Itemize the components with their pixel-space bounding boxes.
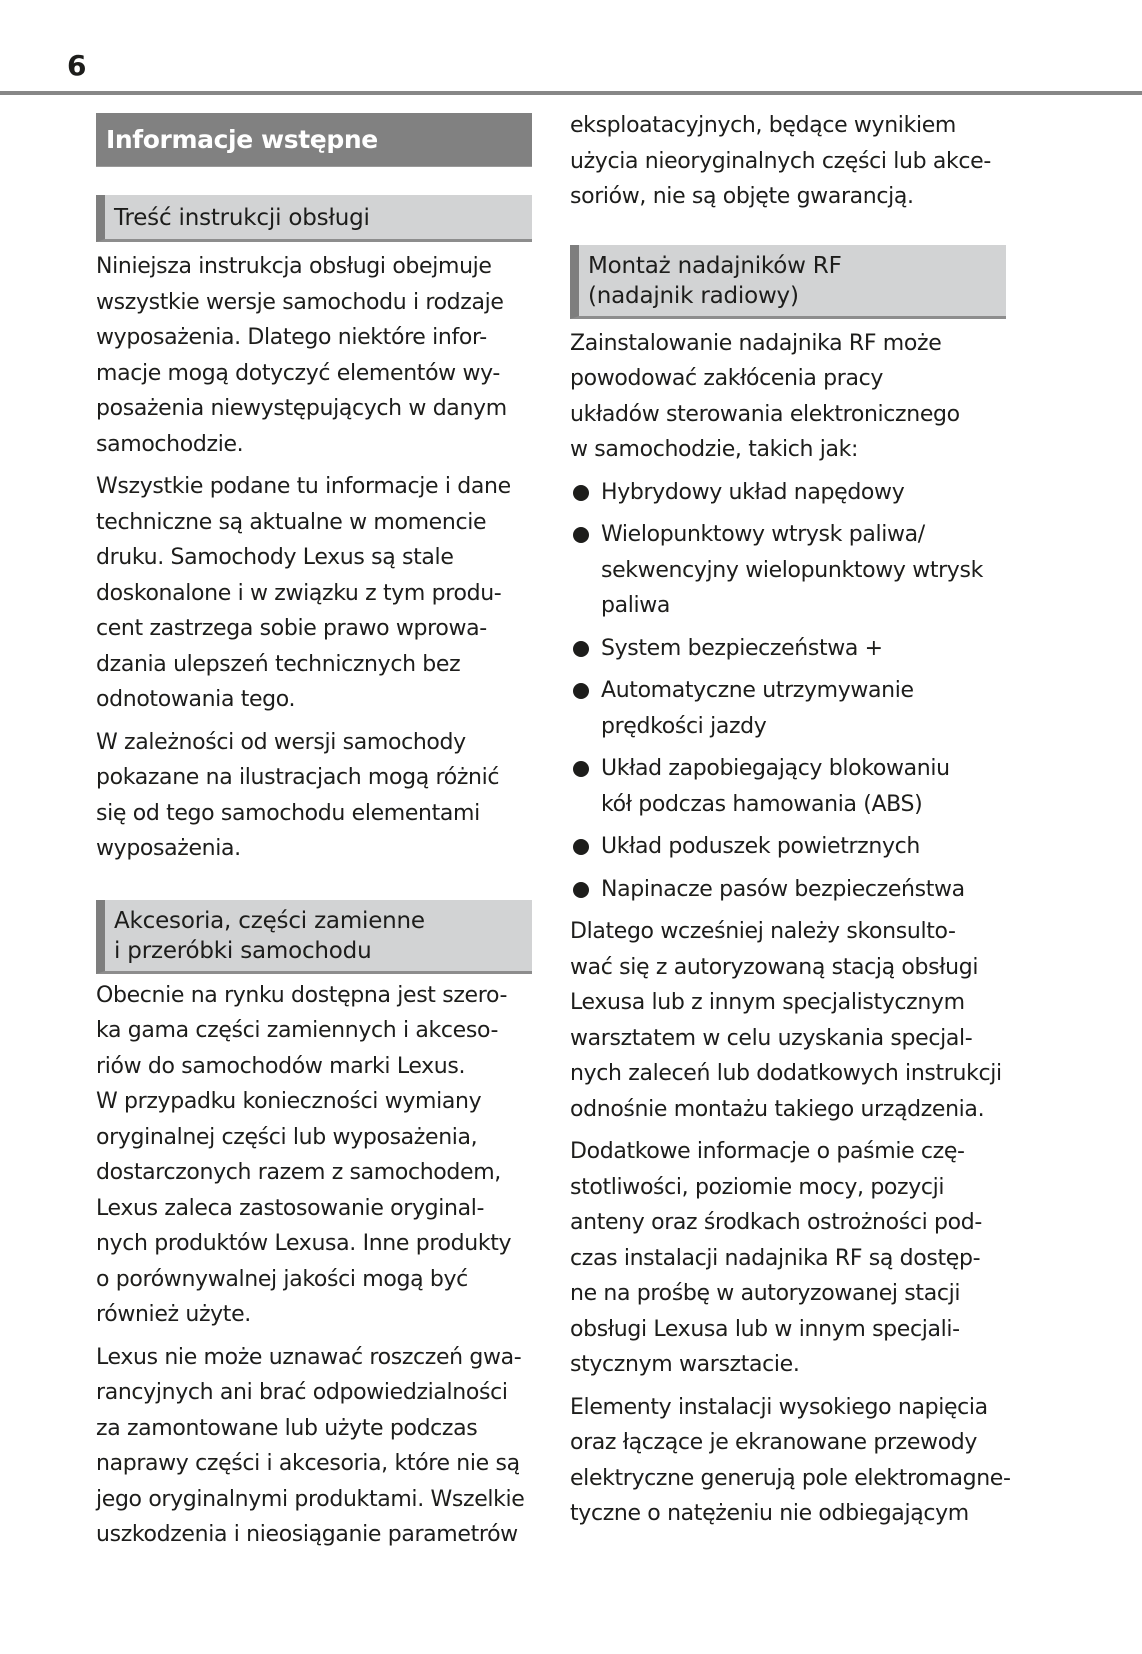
text-line: wyposażenia. Dlatego niektóre infor-: [96, 325, 487, 350]
text-line: sekwencyjny wielopunktowy wtrysk: [601, 557, 983, 583]
list-item: [570, 631, 1006, 667]
text-line: warsztatem w celu uzyskania specjal-: [570, 1025, 973, 1051]
text-line: naprawy części i akcesoria, które nie są: [96, 1451, 520, 1476]
text-line: Układ zapobiegający blokowaniu: [601, 756, 950, 781]
bullet-icon: [573, 839, 589, 855]
bullet-icon: [573, 485, 589, 501]
chapter-heading: Informacje wstępne: [96, 113, 532, 167]
text-line: Niniejsza instrukcja obsługi obejmuje: [96, 254, 492, 279]
text-line: samochodzie.: [96, 431, 244, 457]
section-heading-manual-contents: [96, 195, 532, 242]
text-line: dostarczonych razem z samochodem,: [96, 1160, 501, 1185]
text-line: czas instalacji nadajnika RF są dostęp-: [570, 1245, 981, 1271]
affected-systems-list: [570, 475, 1006, 908]
section-heading-rf-transmitters: [570, 245, 1006, 319]
text-line: wyposażenia.: [96, 836, 241, 861]
text-line: uszkodzenia i nieosiąganie parametrów: [96, 1522, 518, 1547]
text-line: odnotowania tego.: [96, 687, 296, 712]
paragraph-continuation: [570, 108, 1006, 215]
bullet-icon: [573, 761, 589, 777]
bullet-icon: [573, 882, 589, 898]
text-line: za zamontowane lub użyte podczas: [96, 1415, 478, 1441]
text-line: rancyjnych ani brać odpowiedzialności: [96, 1380, 508, 1405]
list-item: [570, 517, 1006, 624]
text-line: techniczne są aktualne w momencie: [96, 509, 487, 535]
text-line: Automatyczne utrzymywanie: [601, 678, 914, 703]
text-line: dzania ulepszeń technicznych bez: [96, 651, 461, 677]
paragraph-illustrations: [96, 725, 532, 867]
text-line: macje mogą dotyczyć elementów wy-: [96, 360, 500, 386]
list-item: [570, 673, 1006, 744]
text-line: o porównywalnej jakości mogą być: [96, 1266, 468, 1292]
text-line: tyczne o natężeniu nie odbiegającym: [570, 1501, 969, 1526]
text-line: Elementy instalacji wysokiego napięcia: [570, 1394, 988, 1420]
text-line: wszystkie wersje samochodu i rodzaje: [96, 289, 504, 315]
header-rule: [0, 91, 1142, 95]
text-line: Hybrydowy układ napędowy: [601, 479, 905, 505]
paragraph-rf-intro: [570, 326, 1006, 468]
text-line: elektryczne generują pole elektromagne-: [570, 1465, 1011, 1491]
text-line: stycznym warsztacie.: [570, 1352, 800, 1377]
text-line: doskonalone i w związku z tym produ-: [96, 580, 502, 606]
list-item: [570, 751, 1006, 822]
list-item: [570, 829, 1006, 865]
text-line: wać się z autoryzowaną stacją obsługi: [570, 954, 979, 980]
paragraph-manual-scope: [96, 249, 532, 462]
paragraph-consult-service: [570, 914, 1006, 1127]
paragraph-warranty-claims: [96, 1340, 532, 1553]
section-heading-accessories: [96, 900, 532, 974]
text-line: eksploatacyjnych, będące wynikiem: [570, 113, 956, 138]
text-line: cent zastrzega sobie prawo wprowa-: [96, 616, 487, 641]
text-line: użycia nieoryginalnych części lub akce-: [570, 148, 991, 174]
text-line: ka gama części zamiennych i akceso-: [96, 1018, 499, 1043]
section-heading-line: Montaż nadajników RF: [588, 252, 842, 279]
text-line: Lexusa lub z innym specjalistycznym: [570, 990, 965, 1015]
text-line: układów sterowania elektronicznego: [570, 401, 960, 427]
paragraph-high-voltage: [570, 1390, 1011, 1532]
text-line: ne na prośbę w autoryzowanej stacji: [570, 1281, 961, 1306]
page-number: 6: [67, 49, 87, 82]
text-line: pokazane na ilustracjach mogą różnić: [96, 765, 500, 790]
text-line: anteny oraz środkach ostrożności pod-: [570, 1210, 982, 1235]
text-line: nych produktów Lexusa. Inne produkty: [96, 1231, 512, 1256]
text-line: posażenia niewystępujących w danym: [96, 396, 507, 421]
text-line: Lexus zaleca zastosowanie oryginal-: [96, 1195, 485, 1221]
bullet-icon: [573, 641, 589, 657]
text-line: również użyte.: [96, 1302, 251, 1327]
section-heading-line: i przeróbki samochodu: [114, 937, 372, 964]
paragraph-technical-data: [96, 469, 532, 718]
text-line: Wszystkie podane tu informacje i dane: [96, 474, 511, 499]
text-line: Napinacze pasów bezpieczeństwa: [601, 876, 965, 902]
text-line: Lexus nie może uznawać roszczeń gwa-: [96, 1344, 522, 1370]
list-item: [570, 475, 1006, 511]
section-heading-line: Akcesoria, części zamienne: [114, 907, 425, 934]
text-line: Układ poduszek powietrznych: [601, 834, 920, 859]
text-line: paliwa: [601, 593, 671, 618]
text-line: kół podczas hamowania (ABS): [601, 791, 923, 817]
text-line: stotliwości, poziomie mocy, pozycji: [570, 1174, 945, 1200]
text-line: w samochodzie, takich jak:: [570, 437, 859, 462]
text-line: Zainstalowanie nadajnika RF może: [570, 330, 942, 356]
text-line: Dodatkowe informacje o paśmie czę-: [570, 1139, 965, 1164]
text-line: prędkości jazdy: [601, 713, 767, 739]
text-line: riów do samochodów marki Lexus.: [96, 1053, 466, 1079]
text-line: Obecnie na rynku dostępna jest szero-: [96, 982, 508, 1008]
text-line: oryginalnej części lub wyposażenia,: [96, 1124, 478, 1150]
text-line: Wielopunktowy wtrysk paliwa/: [601, 522, 925, 547]
text-line: W zależności od wersji samochody: [96, 729, 466, 755]
right-column: [570, 108, 1011, 1532]
text-line: W przypadku konieczności wymiany: [96, 1089, 482, 1114]
section-heading-line: Treść instrukcji obsługi: [114, 205, 370, 231]
text-line: powodować zakłócenia pracy: [570, 366, 884, 391]
text-line: odnośnie montażu takiego urządzenia.: [570, 1096, 985, 1122]
list-item: [570, 872, 1006, 908]
bullet-icon: [573, 527, 589, 543]
text-line: soriów, nie są objęte gwarancją.: [570, 184, 914, 209]
paragraph-parts-market: [96, 978, 532, 1333]
text-line: System bezpieczeństwa +: [601, 635, 883, 661]
left-column: [96, 113, 532, 1553]
text-line: druku. Samochody Lexus są stale: [96, 545, 454, 570]
text-line: jego oryginalnymi produktami. Wszelkie: [96, 1486, 525, 1512]
text-line: się od tego samochodu elementami: [96, 800, 480, 826]
text-line: nych zaleceń lub dodatkowych instrukcji: [570, 1061, 1002, 1086]
text-line: Dlatego wcześniej należy skonsulto-: [570, 919, 956, 944]
text-line: obsługi Lexusa lub w innym specjali-: [570, 1316, 960, 1342]
bullet-icon: [573, 683, 589, 699]
text-line: oraz łączące je ekranowane przewody: [570, 1430, 978, 1455]
section-heading-line: (nadajnik radiowy): [588, 282, 799, 309]
paragraph-additional-info: [570, 1134, 1006, 1383]
